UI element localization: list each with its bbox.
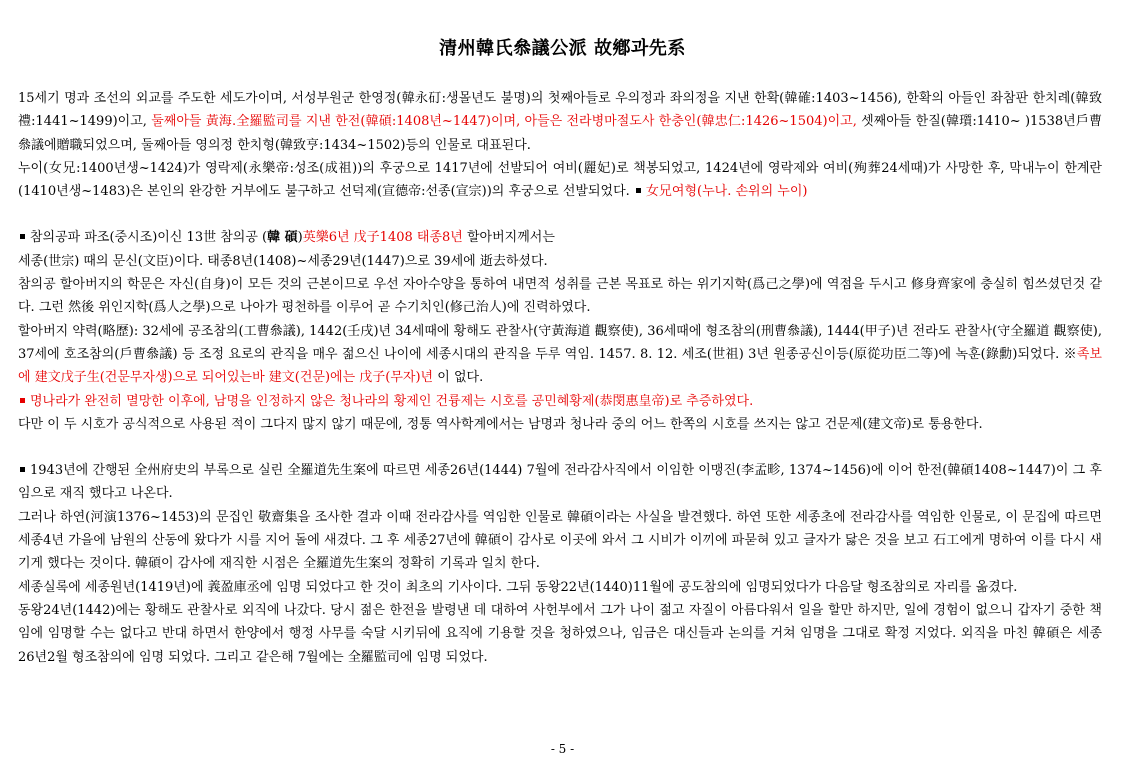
- paragraph-career: [18, 320, 1102, 390]
- highlighted-text: 英樂6년 戊子1408 태종8년: [302, 230, 463, 246]
- paragraph-text: 누이(女兄:1400년생~1424)가 영락제(永樂帝:성조(成祖))의 후궁으로 1417년에 선발되어 여비(麗妃)로 책봉되었고, 1424년에 영락제와 여비(殉葬24세때)가 사망한 후, 막내누이 한계란(1410년생~1483)은 본인의 완강한 거부에도 불구하고 선덕제(宣德帝:선종(宣宗))의 후궁으로 선발되었다.: [18, 160, 1102, 200]
- square-bullet-icon: [636, 188, 641, 193]
- page-number: - 5 -: [550, 742, 575, 756]
- paragraph-text: 셋째아들 한질(韓瓆:1410~ )1538년戶曹叅議에贈職되었으며, 둘째아들 영의정 한치형(韓致亨:1434~1502)등의 인물로 대표된다.: [18, 114, 1102, 153]
- paragraph-ancestor-heading: [18, 226, 1102, 249]
- paragraph-posthumous-title: 다만 이 두 시호가 공식적으로 사용된 적이 그다지 많지 않기 때문에, 정통 역사학계에서는 남명과 청나라 중의 어느 한쪽의 시호를 쓰지는 않고 건문제(建文帝)로 통용한다.: [18, 416, 983, 432]
- page-title: 清州韓氏叅議公派 故鄕과先系: [439, 38, 686, 59]
- square-bullet-icon: [20, 398, 25, 403]
- document-body: [18, 87, 1102, 669]
- paragraph-ming-note: [18, 390, 1102, 413]
- paragraph-text: ): [297, 230, 303, 246]
- paragraph-lifespan: 세종(世宗) 때의 문신(文臣)이다. 태종8년(1408)~세종29년(1447)으로 39세에 逝去하셨다.: [18, 253, 548, 269]
- ancestor-name: 韓 碩: [267, 230, 298, 246]
- paragraph-text: 할아버지께서는: [462, 230, 555, 246]
- paragraph-text: 15세기 명과 조선의 외교를 주도한 세도가이며, 서성부원군 한영정(韓永矴:생몰년도 불명)의 첫째아들로 우의정과 좌의정을 지낸 한확(韓確:1403~1456), 한확의 아들인 좌참판 한치례(韓致禮:1441~1499)이고,: [18, 91, 1102, 130]
- highlighted-text: 명나라가 완전히 멸망한 이후에, 남명을 인정하지 않은 청나라의 황제인 건륭제는 시호를 공민혜황제(恭閔惠皇帝)로 추증하였다.: [30, 393, 754, 409]
- square-bullet-icon: [20, 467, 25, 472]
- paragraph-collection: 그러나 하연(河演1376~1453)의 문집인 敬齋集을 조사한 결과 이때 전라감사를 역임한 인물로 韓碩이라는 사실을 발견했다. 하연 또한 세종초에 전라감사를 역임한 인물로, 이 문집에 따르면 세종4년 가을에 남원의 산동에 왔다가 시를 지어 돌에 새겼다. 그 후 세종27년에 韓碩이 감사로 이곳에 와서 그 시비가 이끼에 파묻혀 있고 글자가 닳은 것을 보고 石工에게 명하여 이를 다시 새기게 했다는 것이다. 韓碩이 감사에 재직한 시점은 全羅道先生案의 정확히 기록과 일치 한다.: [18, 509, 1102, 572]
- highlighted-text: 女兄여형(누나. 손위의 누이): [645, 184, 808, 200]
- paragraph-text: 참의공파 파조(중시조)이신 13世 참의공 (: [30, 230, 268, 246]
- paragraph-text: 할아버지 약력(略歷): 32세에 공조참의(工曹叅議), 1442(壬戌)년 34세때에 황해도 관찰사(守黃海道 觀察使), 36세때에 형조참의(刑曹叅議), 1444(甲子)년 전라도 관찰사(守全羅道 觀察使), 37세에 호조참의(戶曹叅議) 등 조정 요로의 관직을 매우 젊으신 나이에 세종시대의 관직을 두루 역임. 1457. 8. 12. 세조(世祖) 3년 원종공신이등(原從功臣二等)에 녹훈(錄勳)되었다. ※: [18, 323, 1102, 362]
- highlighted-text: 둘째아들 黃海.全羅監司를 지낸 한전(韓碩:1408년~1447)이며, 아들은 전라병마절도사 한충인(韓忠仁:1426~1504)이고,: [151, 114, 862, 130]
- paragraph-scholarship: 참의공 할아버지의 학문은 자신(自身)이 모든 것의 근본이므로 우선 자아수양을 통하여 내면적 성취를 근본 목표로 하는 위기지학(爲己之學)에 역점을 두시고 修身齊家에 충실히 힘쓰셨던것 같다. 그런 然後 위인지학(爲人之學)으로 나아가 평천하를 이루어 곧 수기치인(修己治人)에 진력하였다.: [18, 277, 1102, 316]
- paragraph-hwanghae: 동왕24년(1442)에는 황해도 관찰사로 외직에 나갔다. 당시 젊은 한전을 발령낸 데 대하여 사헌부에서 그가 나이 젊고 자질이 아름다워서 일을 할만 하지만, 일에 경험이 없으니 갑자기 중한 책임에 임명할 수는 없다고 반대 하면서 한양에서 행정 사무를 숙달 시키뒤에 요직에 기용할 것을 청하였으나, 임금은 대신들과 논의를 거쳐 임명을 그대로 확정 지었다. 외직을 마친 韓碩은 세종26년2월 형조참의에 임명 되었다. 그리고 같은해 7월에는 全羅監司에 임명 되었다.: [18, 602, 1102, 665]
- paragraph-sillok: 세종실록에 세종원년(1419년)에 義盈庫丞에 임명 되었다고 한 것이 최초의 기사이다. 그뒤 동왕22년(1440)11월에 공도참의에 임명되었다가 다음달 형조참의로 자리를 옮겼다.: [18, 579, 1018, 595]
- paragraph-text: 1943년에 간행된 全州府史의 부록으로 실린 全羅道先生案에 따르면 세종26년(1444) 7월에 전라감사직에서 이임한 이맹진(李孟畛, 1374~1456)에 이어 한전(韓碩1408~1447)이 그 후임으로 재직 했다고 나온다.: [18, 463, 1102, 502]
- paragraph-text: 이 없다.: [433, 370, 484, 386]
- paragraph-intro: [18, 87, 1102, 157]
- paragraph-sister: [18, 157, 1102, 204]
- paragraph-records: [18, 459, 1102, 506]
- highlighted-text: 족보에 建文戊子生(건문무자생)으로 되어있는바 建文(건문)에는 戊子(무자)년: [18, 346, 1102, 386]
- square-bullet-icon: [20, 234, 25, 239]
